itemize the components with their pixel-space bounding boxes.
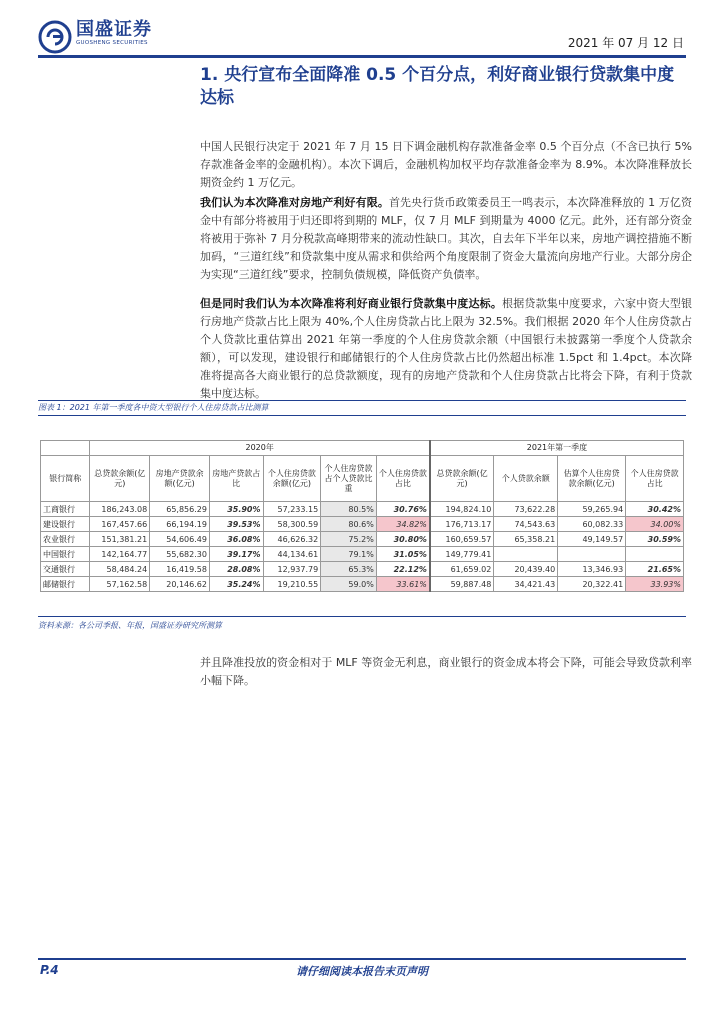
company-name-cn: 国盛证券: [76, 19, 152, 40]
table-row: [41, 562, 684, 577]
bank-name-cell: 邮储银行: [41, 577, 90, 592]
table-cell: 59,887.48: [430, 577, 494, 592]
table-cell: 80.6%: [321, 517, 377, 532]
column-header: 个人住房贷款占比: [376, 456, 430, 502]
column-header: 个人住房贷款占比: [626, 456, 684, 502]
table-cell: 142,164.77: [90, 547, 150, 562]
table-cell: 57,162.58: [90, 577, 150, 592]
table-cell: 57,233.15: [263, 502, 321, 517]
table-row: [41, 502, 684, 517]
table-cell: 33.93%: [626, 577, 684, 592]
bank-name-cell: 建设银行: [41, 517, 90, 532]
table-cell: 167,457.66: [90, 517, 150, 532]
table-cell: 20,322.41: [558, 577, 626, 592]
table-cell: 35.90%: [209, 502, 263, 517]
table-cell: 61,659.02: [430, 562, 494, 577]
table-cell: 149,779.41: [430, 547, 494, 562]
paragraph-3: [200, 295, 692, 403]
column-header: 房地产贷款占比: [209, 456, 263, 502]
column-header: 总贷款余额(亿元): [430, 456, 494, 502]
table-cell: 36.08%: [209, 532, 263, 547]
column-header: 个人住房贷款余额(亿元): [263, 456, 321, 502]
company-logo: [38, 20, 152, 54]
paragraph-3-body: 根据贷款集中度要求，六家中资大型银行房地产贷款占比上限为 40%,个人住房贷款占比上限为 32.5%。我们根据 2020 年个人住房贷款占个人贷款比重估算出 2021 年第一季度的个人住房贷款余额（中国银行未披露第一季度个人贷款余额），可以发现，建设银行和邮储银行的个人住房贷款占比仍然超出标准 1.5pct 和 1.4pct。本次降准将提高各大商业银行的总贷款额度，现有的房地产贷款和个人住房贷款占比将会下降，有利于贷款集中度达标。: [200, 297, 693, 400]
table-cell: 34.82%: [376, 517, 430, 532]
table-cell: 20,439.40: [494, 562, 558, 577]
table-cell: 176,713.17: [430, 517, 494, 532]
table-cell: 33.61%: [376, 577, 430, 592]
table-cell: 34.00%: [626, 517, 684, 532]
figure-title: 图表 1：2021 年第一季度各中资大型银行个人住房贷款占比测算: [38, 403, 269, 412]
report-date: 2021 年 07 月 12 日: [567, 36, 684, 50]
logo-icon: [38, 20, 72, 54]
column-header: 个人贷款余额: [494, 456, 558, 502]
paragraph-1: 中国人民银行决定于 2021 年 7 月 15 日下调金融机构存款准备金率 0.5 个百分点（不含已执行 5%存款准备金率的金融机构）。本次下调后，金融机构加权平均存款准备金率为 8.9%。本次降准释放长期资金约 1 万亿元。: [200, 140, 692, 189]
table-cell: 58,300.59: [263, 517, 321, 532]
paragraph-2: [200, 194, 692, 284]
table-cell: 49,149.57: [558, 532, 626, 547]
table-cell: 13,346.93: [558, 562, 626, 577]
column-header: 总贷款余额(亿元): [90, 456, 150, 502]
table-cell: 39.17%: [209, 547, 263, 562]
table-cell: [494, 547, 558, 562]
page-number: P.4: [40, 963, 59, 977]
table-cell: 39.53%: [209, 517, 263, 532]
table-cell: 66,194.19: [150, 517, 210, 532]
column-header: 房地产贷款余额(亿元): [150, 456, 210, 502]
bank-name-cell: 农业银行: [41, 532, 90, 547]
table-cell: 58,484.24: [90, 562, 150, 577]
table-cell: 46,626.32: [263, 532, 321, 547]
table-row: [41, 547, 684, 562]
table-cell: 30.76%: [376, 502, 430, 517]
source-divider: [38, 616, 686, 617]
table-cell: 186,243.08: [90, 502, 150, 517]
group-header-2021q1: 2021年第一季度: [430, 441, 684, 456]
table-cell: 21.65%: [626, 562, 684, 577]
paragraph-2-lead: 我们认为本次降准对房地产利好有限。: [200, 196, 389, 209]
company-name-en: GUOSHENG SECURITIES: [76, 40, 148, 46]
paragraph-2-body: 首先央行货币政策委员王一鸣表示，本次降准释放的 1 万亿资金中有部分将被用于归还即将到期的 MLF，仅 7 月 MLF 到期量为 4000 亿元。此外，还有部分资金将被用于弥补 7 月分税款高峰期带来的流动性缺口。其次，自去年下半年以来，房地产调控措施不断加码，“三道红线”和贷款集中度从需求和供给两个角度限制了资金大量流向房地产行业。大部分房企为实现“三道红线”要求，控制负债规模，降低资产负债率。: [200, 196, 692, 281]
table-cell: 65.3%: [321, 562, 377, 577]
table-cell: 65,856.29: [150, 502, 210, 517]
table-cell: 60,082.33: [558, 517, 626, 532]
table-cell: 19,210.55: [263, 577, 321, 592]
table-cell: 12,937.79: [263, 562, 321, 577]
figure-source: 资料来源：各公司季报、年报，国盛证券研究所测算: [38, 621, 222, 630]
table-cell: 28.08%: [209, 562, 263, 577]
table-cell: 55,682.30: [150, 547, 210, 562]
table-cell: 74,543.63: [494, 517, 558, 532]
table-cell: 79.1%: [321, 547, 377, 562]
loan-concentration-table: [40, 440, 684, 592]
table-cell: 35.24%: [209, 577, 263, 592]
corner-cell: [41, 441, 90, 456]
table-cell: 194,824.10: [430, 502, 494, 517]
table-cell: 59.0%: [321, 577, 377, 592]
section-heading: 1. 央行宣布全面降准 0.5 个百分点，利好商业银行贷款集中度达标: [200, 65, 675, 108]
table-cell: 16,419.58: [150, 562, 210, 577]
table-cell: 160,659.57: [430, 532, 494, 547]
table-cell: 59,265.94: [558, 502, 626, 517]
bank-name-cell: 交通银行: [41, 562, 90, 577]
table-cell: 65,358.21: [494, 532, 558, 547]
column-header: 个人住房贷款占个人贷款比重: [321, 456, 377, 502]
column-header: 银行简称: [41, 456, 90, 502]
footer-divider: [38, 958, 686, 960]
table-cell: 151,381.21: [90, 532, 150, 547]
table-cell: 54,606.49: [150, 532, 210, 547]
table-cell: 44,134.61: [263, 547, 321, 562]
table-cell: [626, 547, 684, 562]
table-row: [41, 532, 684, 547]
table-cell: 30.59%: [626, 532, 684, 547]
table-cell: 22.12%: [376, 562, 430, 577]
bank-name-cell: 工商银行: [41, 502, 90, 517]
table-cell: [558, 547, 626, 562]
paragraph-4: 并且降准投放的资金相对于 MLF 等资金无利息，商业银行的资金成本将会下降，可能会导致贷款利率小幅下降。: [200, 656, 692, 687]
table-cell: 30.80%: [376, 532, 430, 547]
bank-name-cell: 中国银行: [41, 547, 90, 562]
paragraph-3-lead: 但是同时我们认为本次降准将利好商业银行贷款集中度达标。: [200, 297, 503, 310]
table-cell: 20,146.62: [150, 577, 210, 592]
table-row: [41, 577, 684, 592]
table-cell: 30.42%: [626, 502, 684, 517]
table-row: [41, 517, 684, 532]
table-cell: 73,622.28: [494, 502, 558, 517]
footer-disclaimer: 请仔细阅读本报告末页声明: [296, 965, 428, 978]
table-cell: 34,421.43: [494, 577, 558, 592]
table-cell: 31.05%: [376, 547, 430, 562]
column-header: 估算个人住房贷款余额(亿元): [558, 456, 626, 502]
group-header-2020: 2020年: [90, 441, 430, 456]
header-divider: [38, 55, 686, 58]
page-header: [0, 0, 724, 56]
table-cell: 80.5%: [321, 502, 377, 517]
table-cell: 75.2%: [321, 532, 377, 547]
